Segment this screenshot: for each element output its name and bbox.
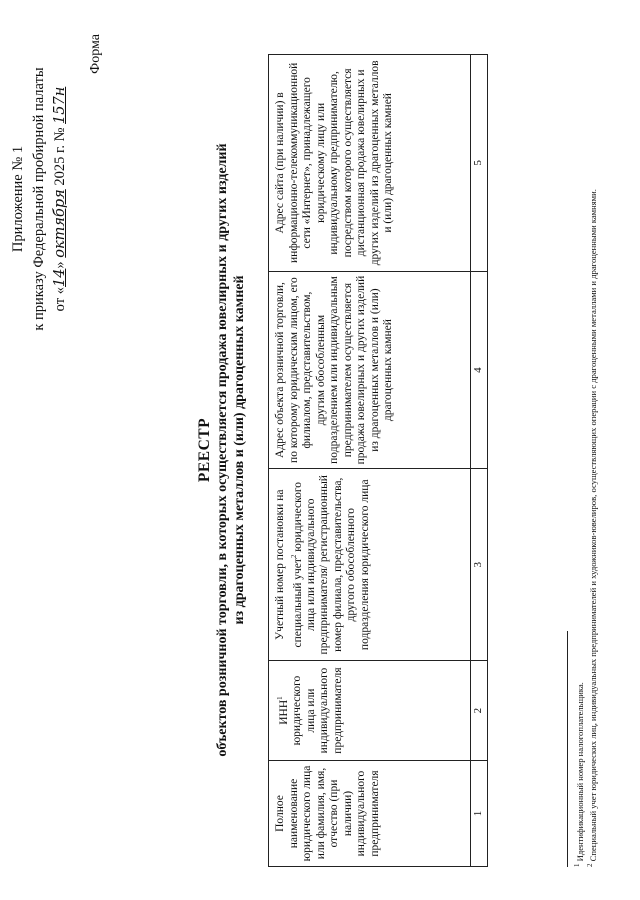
- footnotes: [567, 47, 599, 867]
- column-number: 3: [471, 469, 488, 661]
- footnote-divider: [567, 631, 568, 867]
- handwritten-day: 14: [52, 268, 68, 288]
- appendix-number: Приложение № 1: [10, 145, 26, 253]
- column-number: 4: [471, 271, 488, 469]
- table-header-row: [269, 55, 471, 867]
- header-registration-number: Учетный номер постановки на специальный учет$^2$ юридического лица или индивидуального предпринимателя/ регистрационный номер филиала, представительства, другого обособленного подразделения юридического лица: [269, 469, 471, 661]
- form-label: Форма: [88, 34, 103, 74]
- column-number-row: [471, 55, 488, 867]
- header-store-address: Адрес объекта розничной торговли, по которому юридическим лицом, его филиалом, представительством, другим обособленным подразделением или индивидуальным предпринимателем осуществляется продажа ювелирных и других изделий из драгоценных металлов и (или) драгоценных камней: [269, 271, 471, 469]
- handwritten-month: октября: [52, 189, 68, 258]
- title-line-3: из драгоценных металлов и (или) драгоценных камней: [232, 275, 247, 625]
- footnote-2: $^2$ Специальный учет юридических лиц, индивидуальных предпринимателей и художников-ювелиров, осуществляющих операции с драгоценными металлами и драгоценными камнями.: [586, 189, 599, 867]
- document-title: [196, 80, 248, 820]
- header-full-name: Полное наименование юридического лица или фамилия, имя, отчество (при наличии) индивидуального предпринимателя: [269, 761, 471, 867]
- appendix-header: [8, 34, 71, 364]
- order-reference: к приказу Федеральной пробирной палаты: [31, 67, 47, 331]
- title-registry: РЕЕСТР: [196, 417, 213, 483]
- column-number: 2: [471, 661, 488, 761]
- header-inn: ИНН$^1$ юридического лица или индивидуального предпринимателя: [269, 661, 471, 761]
- footnote-1: $^1$ Идентификационный номер налогоплательщика.: [573, 682, 585, 867]
- handwritten-order-number: 157н: [52, 86, 68, 124]
- column-number: 1: [471, 761, 488, 867]
- column-number: 5: [471, 55, 488, 272]
- title-line-2: объектов розничной торговли, в которых осуществляется продажа ювелирных и других изделий: [215, 143, 230, 757]
- header-website-address: Адрес сайта (при наличии) в информационно-телекоммуникационной сети «Интернет», принадлежащего юридическому лицу или индивидуальному предпринимателю, посредством которого осуществляется дистанционная продажа ювелирных и других изделий из драгоценных металлов и (или) драгоценных камней: [269, 55, 471, 272]
- registry-table: [268, 54, 488, 867]
- order-date-line: от «14» октября 2025 г. № 157н: [52, 86, 68, 312]
